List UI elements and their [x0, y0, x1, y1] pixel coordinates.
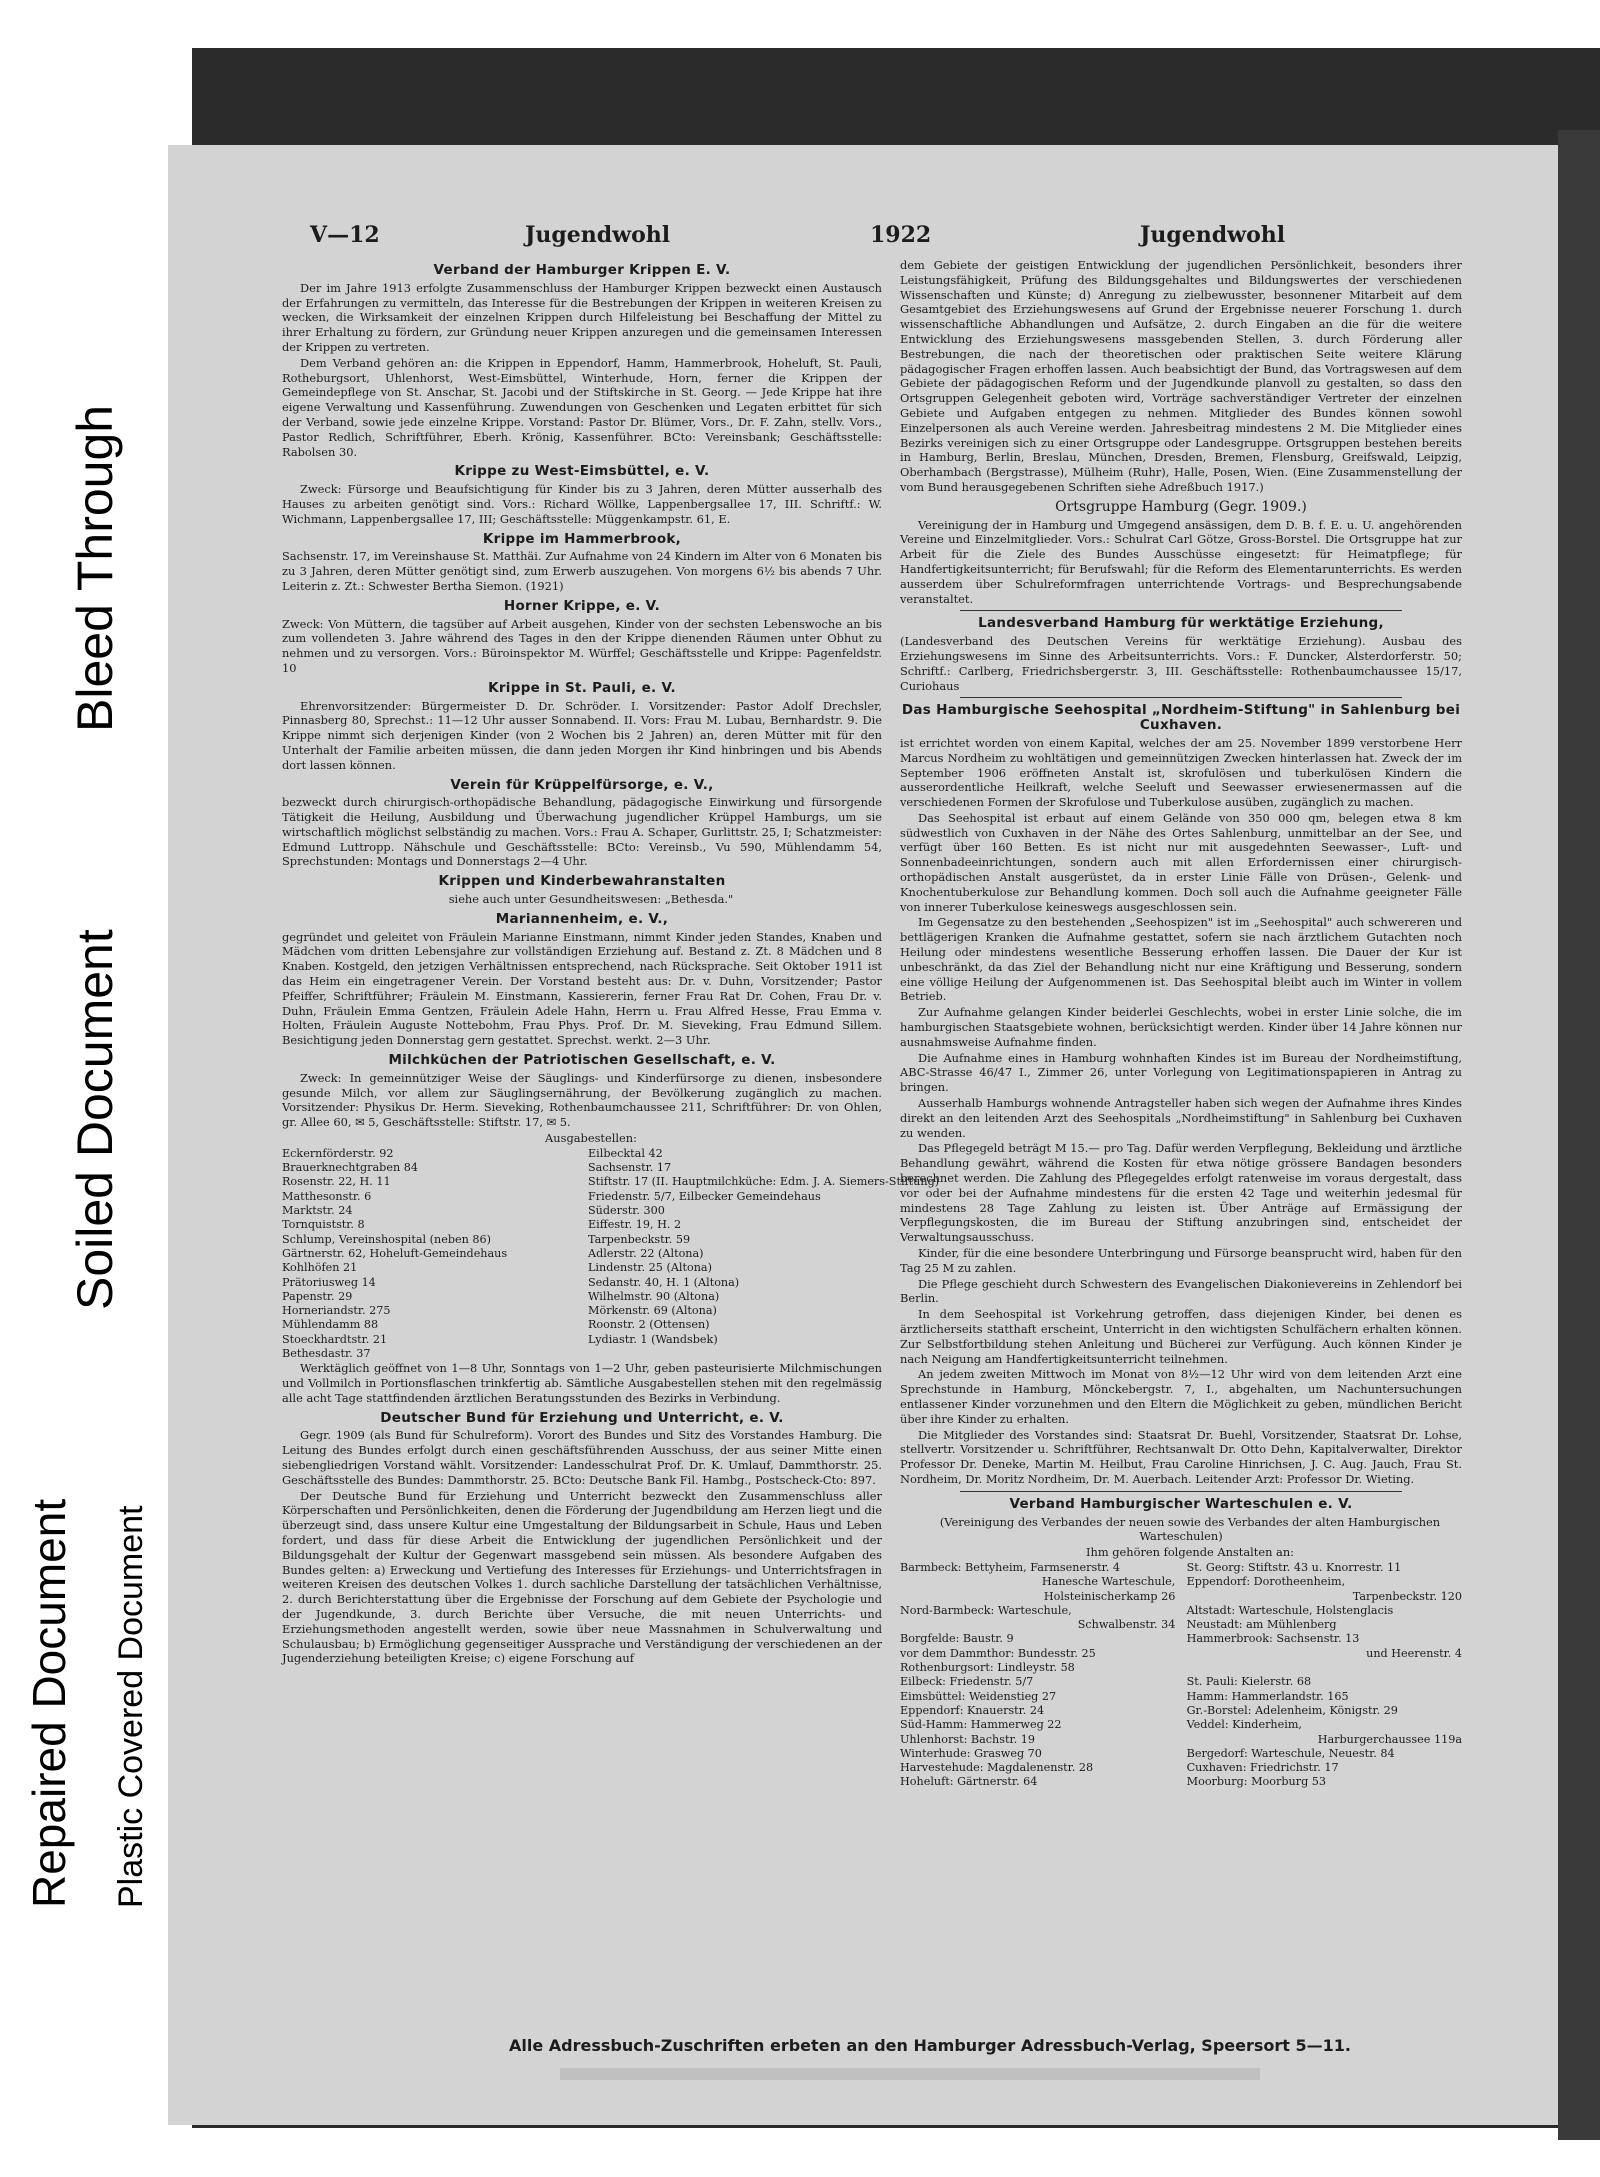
- label-bleed: Bleed Through: [67, 404, 123, 732]
- address-entry: Eckernförderstr. 92: [282, 1146, 394, 1160]
- address-entry: St. Georg: Stiftstr. 43 u. Knorrestr. 11: [1186, 1560, 1402, 1574]
- address-entry: Hanesche Warteschule,: [1041, 1575, 1176, 1589]
- address-entry: Eilbeck: Friedenstr. 5/7: [900, 1675, 1034, 1689]
- address-entry: Uhlenhorst: Bachstr. 19: [900, 1732, 1035, 1746]
- paragraph: Dem Verband gehören an: die Krippen in Eppendorf, Hamm, Hammerbrook, Hoheluft, St. Pauli, Rotheburgsort, Uhlenhorst, West-Eimsbüttel, Winterhude, Horn, ferner die Krippen der Gemeindepflege von St. Anschar, St. Jacobi und der Stiftskirche in St. Georg. — Jede Krippe hat ihre eigene Verwaltung und Kassenführung. Zuwendungen von Geschenken und Legaten erbittet für sich der Verband, sowie jede einzelne Krippe. Vorstand: Pastor Dr. Blümer, Vors., Dr. F. Zahn, stellv. Vors., Pastor Redlich, Schriftführer, Eberh. Krönig, Kassenführer. BCto: Vereinsbank; Geschäftsstelle: Rabolsen 30.: [282, 355, 882, 459]
- paragraph: Zweck: In gemeinnütziger Weise der Säuglings- und Kinderfürsorge zu dienen, insbesondere gesunde Milch, vor allem zur Säuglingsernährung, der Bevölkerung zugänglich zu machen. Vorsitzender: Physikus Dr. Herm. Sieveking, Rothenbaumchaussee 211, Schriftführer: Dr. von Ohlen, gr. Allee 60, ✉ 5, Geschäftsstelle: Stiftstr. 17, ✉ 5.: [282, 1070, 882, 1130]
- address-entry: Gärtnerstr. 62, Hoheluft-Gemeindehaus: [282, 1246, 508, 1260]
- address-entry: Borgfelde: Baustr. 9: [900, 1632, 1014, 1646]
- section-divider: [960, 697, 1402, 698]
- paragraph: Gegr. 1909 (als Bund für Schulreform). Vorort des Bundes und Sitz des Vorstandes Hamburg. Die Leitung des Bundes erfolgt durch einen geschäftsführenden Ausschuss, der aus seiner Mitte einen siebengliedrigen Vorstand wählt. Vorsitzender: Landesschulrat Prof. Dr. K. Umlauf, Dammthorstr. 25. Geschäftsstelle des Bundes: Dammthorstr. 25. BCto: Deutsche Bank Fil. Hambg., Postscheck-Cto: 897.: [282, 1428, 882, 1487]
- label-repaired: Repaired Document: [23, 1498, 75, 1908]
- section-heading: Verband Hamburgischer Warteschulen e. V.: [1009, 1495, 1353, 1512]
- paragraph: Sachsenstr. 17, im Vereinshause St. Matthäi. Zur Aufnahme von 24 Kindern im Alter von 6 Monaten bis zu 3 Jahren, deren Mütter genötigt sind, zum Erwerb auszugehen. Von morgens 6½ bis abends 7 Uhr. Leiterin z. Zt.: Schwester Bertha Siemon. (1921): [282, 549, 882, 593]
- centered-note: siehe auch unter Gesundheitswesen: „Bethesda.": [448, 892, 734, 907]
- paragraph: Vereinigung der in Hamburg und Umgegend ansässigen, dem D. B. f. E. u. U. angehörenden Vereine und Einzelmitglieder. Vors.: Schulrat Carl Götze, Gross-Borstel. Die Ortsgruppe hat zur Arbeit für die Ziele des Bundes Ausschüsse eingesetzt: für Heimatpflege; für Handfertigkeitsunterricht; für Berufswahl; für die Reform des Elementarunterrichts. Es werden ausserdem über Schulreformfragen unterrichtende Vortrags- und Besprechungsabende veranstaltet.: [900, 517, 1462, 606]
- paragraph: dem Gebiete der geistigen Entwicklung der jugendlichen Persönlichkeit, besonders ihrer Leistungsfähigkeit, Prüfung des Bildungsgehaltes und Bildungswertes der verschiedenen Wissenschaften und Künste; d) Anregung zu zielbewusster, besonnener Mitarbeit auf dem Gesamtgebiet des Erziehungswesens auf Grund der Ergebnisse neuerer Forschung 1. durch wissenschaftliche Abhandlungen und Aufsätze, 2. durch Eingaben an die für die weitere Entwicklung des Erziehungswesens massgebenden Stellen, 3. durch Förderung aller Bestrebungen, die nach der theoretischen oder praktischen Seite weitere Klärung pädagogischer Fragen erhoffen lassen. Auch beabsichtigt der Bund, das Vortragswesen auf dem Gebiete der pädagogischen Reform und der Jugendkunde planvoll zu gestalten, so dass den Ortsgruppen Gelegenheit geboten wird, Vorträge sachverständiger Vertreter der einzelnen Gebiete und Aufgaben entgegen zu nehmen. Mitglieder des Bundes können sowohl Einzelpersonen als auch Vereine werden. Jahresbeitrag mindestens 2 M. Die Mitglieder eines Bezirks vereinigen sich zu einer Ortsgruppe oder Landesgruppe. Ortsgruppen bestehen bereits in Hamburg, Berlin, Breslau, München, Dresden, Bremen, Flensburg, Greifswald, Leipzig, Oberhambach (Bergstrasse), Mülheim (Ruhr), Halle, Posen, Wien. (Eine Zusammenstellung der vom Bund herausgegebenen Schriften siehe Adreßbuch 1917.): [900, 258, 1462, 494]
- header-title-left: Jugendwohl: [525, 222, 671, 248]
- page-number: V—12: [310, 222, 380, 248]
- address-entry: Mühlendamm 88: [282, 1318, 379, 1332]
- section-heading: Deutscher Bund für Erziehung und Unterricht, e. V.: [380, 1409, 784, 1426]
- address-entry: Hoheluft: Gärtnerstr. 64: [900, 1775, 1038, 1789]
- paragraph: Zur Aufnahme gelangen Kinder beiderlei Geschlechts, wobei in erster Linie solche, die im hamburgischen Staatsgebiete wohnen, berücksichtigt werden. Kinder über 14 Jahre können nur ausnahmsweise Aufnahme finden.: [900, 1005, 1462, 1049]
- address-entry: vor dem Dammthor: Bundesstr. 25: [900, 1646, 1096, 1660]
- paragraph: Zweck: Fürsorge und Beaufsichtigung für Kinder bis zu 3 Jahren, deren Mütter ausserhalb des Hauses zu arbeiten genötigt sind. Vors.: Richard Wöllke, Lappenbergsallee 17, III. Schriftf.: W. Wichmann, Lappenbergsallee 17, III; Geschäftsstelle: Müggenkampstr. 61, E.: [282, 482, 882, 526]
- address-entry: Friedenstr. 5/7, Eilbecker Gemeindehaus: [588, 1189, 821, 1203]
- address-entry: Veddel: Kinderheim,: [1186, 1718, 1302, 1732]
- label-soiled: Soiled Document: [67, 929, 123, 1310]
- paragraph: Die Pflege geschieht durch Schwestern des Evangelischen Diakonievereins in Zehlendorf bei Berlin.: [900, 1276, 1462, 1306]
- address-entry: Eiffestr. 19, H. 2: [588, 1218, 682, 1232]
- address-entry: Bethesdastr. 37: [282, 1346, 371, 1360]
- address-entry: Tarpenbeckstr. 120: [1352, 1589, 1462, 1603]
- centered-note: (Vereinigung des Verbandes der neuen sowie des Verbandes der alten Hamburgischen Warteschulen): [939, 1514, 1441, 1544]
- bleed-through-strip: [560, 2068, 1260, 2080]
- address-list: [282, 1146, 940, 1361]
- section-heading: Mariannenheim, e. V.,: [495, 910, 669, 927]
- address-column: [588, 1146, 940, 1361]
- paragraph: ist errichtet worden von einem Kapital, welches der am 25. November 1899 verstorbene Herr Marcus Nordheim zu wohltätigen und gemeinnützigen Zwecken hinterlassen hat. Zweck der im September 1906 eröffneten Anstalt ist, skrofulösen und tuberkulösen Kindern die ausserordentliche Heilkraft, welche Seeluft und Seewasser erwiesenermassen auf die verschiedenen Formen der Skrofulose und Tuberkulose ausüben, zugänglich zu machen.: [900, 735, 1462, 810]
- address-column: [900, 1561, 1175, 1790]
- address-entry: Papenstr. 29: [282, 1289, 353, 1303]
- paragraph: gegründet und geleitet von Fräulein Marianne Einstmann, nimmt Kinder jeden Standes, Knaben und Mädchen vom dritten Lebensjahre zur vollständigen Erziehung auf. Bestand z. Zt. 8 Mädchen und 8 Knaben. Kostgeld, den jetzigen Verhältnissen entsprechend, nach Rücksprache. Seit Oktober 1911 ist das Heim ein eingetragener Verein. Der Vorstand besteht aus: Dr. v. Duhn, Vorsitzender; Pastor Pfeiffer, Schriftführer; Fräulein M. Einstmann, Kassiererin, ferner Frau Rat Dr. Cohen, Frau Dr. v. Duhn, Fräulein Emma Gentzen, Fräulein Adele Hahn, Herrn u. Frau Alfred Hesse, Frau Emma v. Holten, Fräulein Auguste Nottebohm, Frau Phys. Prof. Dr. M. Sieveking, Frau Edmund Sillem. Besichtigung jeden Donnerstag gern gestattet. Sprechst. werkt. 2—3 Uhr.: [282, 929, 882, 1048]
- address-entry: Roonstr. 2 (Ottensen): [588, 1318, 710, 1332]
- section-divider: [960, 610, 1402, 611]
- section-divider: [960, 1491, 1402, 1492]
- address-entry: Schlump, Vereinshospital (neben 86): [282, 1232, 492, 1246]
- footer-note: Alle Adressbuch-Zuschriften erbeten an den Hamburger Adressbuch-Verlag, Speersort 5—11.: [509, 2036, 1351, 2055]
- section-heading: Verein für Krüppelfürsorge, e. V.,: [450, 776, 714, 793]
- paragraph: Der Deutsche Bund für Erziehung und Unterricht bezweckt den Zusammenschluss aller Körperschaften und Persönlichkeiten, denen die Förderung der Jugendbildung am Herzen liegt und die überzeugt sind, dass unsere Kultur eine Umgestaltung der Bildungsarbeit in Schule, Haus und Leben fordert, und dass für diese Arbeit die Entwicklung der jugendlichen Persönlichkeit und der Bildungsgehalt der Kultur der Gegenwart massgebend sein müssen. Als besondere Aufgaben des Bundes gelten: a) Erweckung und Vertiefung des Interesses für Erziehungs- und Unterrichtsfragen in weiteren Kreisen des deutschen Volkes 1. durch sachliche Darstellung der tatsächlichen Verhältnisse, 2. durch Berichterstattung über die Ergebnisse der Forschung auf dem Gebiete der Psychologie und der Jugendkunde, 3. durch Berichte über Versuche, die mit neuen Unterrichts- und Erziehungsmethoden angestellt werden, sowie über neue Massnahmen in Schulverwaltung und Schulausbau; b) Ermöglichung gegenseitiger Aussprache und Verständigung der verschiedenen an der Jugenderziehung beteiligten Kreise; c) eigene Forschung auf: [282, 1488, 882, 1666]
- address-entry: Eppendorf: Knauerstr. 24: [900, 1703, 1045, 1717]
- address-entry: Gr.-Borstel: Adelenheim, Königstr. 29: [1186, 1703, 1398, 1717]
- address-entry: Brauerknechtgraben 84: [282, 1161, 418, 1175]
- paragraph: Ausserhalb Hamburgs wohnende Antragsteller haben sich wegen der Aufnahme ihres Kindes direkt an den leitenden Arzt des Seehospitals „Nordheimstiftung" in Sahlenburg bei Cuxhaven zu wenden.: [900, 1096, 1462, 1140]
- section-heading: Verband der Hamburger Krippen E. V.: [433, 262, 731, 278]
- address-column: [282, 1147, 576, 1361]
- address-entry: Matthesonstr. 6: [282, 1189, 372, 1203]
- page-header: [310, 222, 1440, 258]
- paragraph: Zweck: Von Müttern, die tagsüber auf Arbeit ausgehen, Kinder von der sechsten Lebenswoche an bis zum vollendeten 3. Jahre während des Tages in den der Krippe dienenden Räumen unter Obhut zu nehmen und zu versorgen. Vors.: Büroinspektor M. Würffel; Geschäftsstelle und Krippe: Pagenfeldstr. 10: [282, 616, 882, 675]
- paragraph: An jedem zweiten Mittwoch im Monat von 8½—12 Uhr wird von dem leitenden Arzt eine Sprechstunde in Hamburg, Mönckebergstr. 7, I., abgehalten, um Nachuntersuchungen entlassener Kinder vorzunehmen und den Eltern die Möglichkeit zu geben, mündlichen Bericht über ihre Kinder zu erhalten.: [900, 1367, 1462, 1426]
- address-entry: Cuxhaven: Friedrichstr. 17: [1186, 1761, 1339, 1775]
- address-entry: Bergedorf: Warteschule, Neuestr. 84: [1186, 1746, 1395, 1760]
- address-entry: Nord-Barmbeck: Warteschule,: [900, 1603, 1072, 1617]
- address-entry: und Heerenstr. 4: [1366, 1646, 1462, 1660]
- address-entry: Harvestehude: Magdalenenstr. 28: [900, 1761, 1094, 1775]
- address-entry: Prätoriusweg 14: [282, 1275, 376, 1289]
- address-entry: Barmbeck: Bettyheim, Farmsenerstr. 4: [900, 1560, 1121, 1574]
- address-entry: Stiftstr. 17 (II. Hauptmilchküche: Edm. J. A. Siemers-Stiftung): [588, 1175, 940, 1189]
- column-left: [282, 258, 940, 1667]
- address-list: [900, 1561, 1462, 1790]
- paragraph: Kinder, für die eine besondere Unterbringung und Fürsorge beansprucht wird, haben für den Tag 25 M zu zahlen.: [900, 1246, 1462, 1275]
- section-heading: Landesverband Hamburg für werktätige Erziehung,: [978, 615, 1384, 632]
- address-entry: Lydiastr. 1 (Wandsbek): [588, 1332, 718, 1346]
- address-entry: Rosenstr. 22, H. 11: [282, 1175, 391, 1189]
- address-entry: Lindenstr. 25 (Altona): [588, 1261, 712, 1275]
- paragraph: bezweckt durch chirurgisch-orthopädische Behandlung, pädagogische Einwirkung und fürsorgende Tätigkeit die Heilung, Ausbildung und Überwachung jugendlicher Krüppel Hamburgs, um sie wirtschaftlich möglichst selbständig zu machen. Vors.: Frau A. Schaper, Gurlittstr. 25, I; Schatzmeister: Edmund Luttropp. Nähschule und Geschäftsstelle: BCto: Vereinsb., Vu 590, Mühlendamm 54, Sprechstunden: Montags und Donnerstags 2—4 Uhr.: [282, 795, 882, 869]
- address-entry: Winterhude: Grasweg 70: [900, 1746, 1042, 1760]
- address-entry: Mörkenstr. 69 (Altona): [588, 1304, 717, 1318]
- address-entry: Marktstr. 24: [282, 1204, 353, 1218]
- paragraph: Das Pflegegeld beträgt M 15.— pro Tag. Dafür werden Verpflegung, Bekleidung und ärztliche Behandlung gewährt, während die Kosten für etwa nötige grössere Bandagen besonders berechnet werden. Die Zahlung des Pflegegeldes erfolgt ratenweise im voraus dergestalt, dass vor oder bei der Aufnahme mindestens für die ersten 42 Tage und weiterhin jedesmal für mindestens 28 Tage Zahlung zu leisten ist. Über Anträge auf Ermässigung der Verpflegungskosten, die im Bureau der Stiftung anzubringen sind, entscheidet der Verwaltungsausschuss.: [900, 1141, 1462, 1245]
- address-entry: Adlerstr. 22 (Altona): [588, 1246, 704, 1260]
- address-entry: Eimsbüttel: Weidenstieg 27: [900, 1689, 1057, 1703]
- sidebar: [0, 0, 192, 2177]
- paragraph: Das Seehospital ist erbaut auf einem Gelände von 350 000 qm, belegen etwa 8 km südwestlich von Cuxhaven in der Nähe des Ortes Sahlenburg, unmittelbar an der See, und verfügt über 160 Betten. Es ist nicht nur mit ausgedehnten Seewasser-, Luft- und Sonnenbadeeinrichtungen, sondern auch mit allen Erfordernissen einer chirurgisch-orthopädischen Anstalt ausgerüstet, da in erster Linie Fälle von Drüsen-, Gelenk- und Knochentuberkulose zur Behandlung kommen. Doch soll auch die Aufnahme geeigneter Fälle von innerer Tuberkulose keineswegs ausgeschlossen sein.: [900, 810, 1462, 914]
- address-entry: Altstadt: Warteschule, Holstenglacis: [1186, 1603, 1394, 1617]
- address-entry: Schwalbenstr. 34: [1077, 1618, 1176, 1632]
- centered-note: Ausgabestellen:: [545, 1131, 637, 1146]
- address-entry: Eilbecktal 42: [588, 1146, 663, 1160]
- paragraph: Die Aufnahme eines in Hamburg wohnhaften Kindes ist im Bureau der Nordheimstiftung, ABC-Strasse 46/47 I., Zimmer 26, unter Vorlegung von Legitimationspapieren in Antrag zu bringen.: [900, 1050, 1462, 1095]
- paragraph: Die Mitglieder des Vorstandes sind: Staatsrat Dr. Buehl, Vorsitzender, Staatsrat Dr. Lohse, stellvertr. Vorsitzender u. Schriftführer, Rechtsanwalt Dr. Otto Dehn, Kapitalverwalter, Direktor Professor Dr. Deneke, Martin M. Heilbut, Frau Caroline Hinrichsen, J. C. Aug. Jauch, Frau St. Nordheim, Dr. Moritz Nordheim, Dr. M. Auerbach. Leitender Arzt: Professor Dr. Wieting.: [900, 1427, 1462, 1486]
- paragraph: Werktäglich geöffnet von 1—8 Uhr, Sonntags von 1—2 Uhr, geben pasteurisierte Milchmischungen und Vollmilch in Portionsflaschen trinkfertig ab. Sämtliche Ausgabestellen stehen mit den regelmässig alle acht Tage stattfindenden ärztlichen Beratungsstunden des Bezirks in Verbindung.: [282, 1361, 882, 1405]
- address-column: [1187, 1561, 1462, 1790]
- address-entry: Süd-Hamm: Hammerweg 22: [900, 1718, 1062, 1732]
- address-entry: Tarpenbeckstr. 59: [588, 1232, 691, 1246]
- address-entry: Moorburg: Moorburg 53: [1186, 1775, 1327, 1789]
- address-entry: Kohlhöfen 21: [282, 1261, 358, 1275]
- header-title-right: Jugendwohl: [1140, 222, 1286, 248]
- address-entry: Sachsenstr. 17: [588, 1161, 672, 1175]
- address-entry: Tornquiststr. 8: [282, 1218, 365, 1232]
- address-entry: Harburgerchaussee 119a: [1317, 1732, 1462, 1746]
- paragraph: Der im Jahre 1913 erfolgte Zusammenschluss der Hamburger Krippen bezweckt einen Austausch der Erfahrungen zu vermitteln, das Interesse für die Bestrebungen der Krippen in weiteren Kreisen zu wecken, die Wirksamkeit der einzelnen Krippen durch Hilfeleistung bei Beschaffung der Mittel zu ihrer Erhaltung zu fördern, zur Gründung neuer Krippen anzuregen und die gemeinsamen Interessen der Krippen zu vertreten.: [282, 280, 882, 354]
- section-heading: Krippe zu West-Eimsbüttel, e. V.: [454, 463, 710, 480]
- address-entry: Rothenburgsort: Lindleystr. 58: [900, 1661, 1075, 1675]
- section-heading: Krippe im Hammerbrook,: [482, 530, 682, 547]
- address-entry: St. Pauli: Kielerstr. 68: [1186, 1675, 1312, 1689]
- address-entry: Süderstr. 300: [588, 1204, 665, 1218]
- paragraph: In dem Seehospital ist Vorkehrung getroffen, dass diejenigen Kinder, bei denen es ärztlicherseits statthaft erscheint, Unterricht in den wichtigsten Schulfächern erhalten können. Zur Selbstfortbildung stehen Anleitung und Bücherei zur Verfügung. Auch können Kinder je nach Neigung am Handfertigkeitsunterricht teilnehmen.: [900, 1307, 1462, 1366]
- address-entry: [1187, 1661, 1462, 1675]
- paragraph: Im Gegensatze zu den bestehenden „Seehospizen" ist im „Seehospital" auch schwereren und bettlägerigen Kranken die Aufnahme gestattet, sofern sie nach ärztlichem Gutachten noch Heilung oder mindestens wesentliche Besserung erhoffen lassen. Die Dauer der Kur ist unbeschränkt, da das Ziel der Behandlung nicht nur eine Kräftigung und Besserung, sondern eine völlige Heilung der Aufgenommenen ist. Das Seehospital bleibt auch im Winter in vollem Betrieb.: [900, 915, 1462, 1004]
- section-heading: Krippe in St. Pauli, e. V.: [488, 679, 676, 696]
- centered-note: Ihm gehören folgende Anstalten an:: [1085, 1545, 1295, 1560]
- address-entry: Sedanstr. 40, H. 1 (Altona): [588, 1275, 740, 1289]
- section-heading: Horner Krippe, e. V.: [503, 597, 661, 614]
- paragraph: (Landesverband des Deutschen Vereins für werktätige Erziehung). Ausbau des Erziehungswesens im Sinne des Arbeitsunterrichts. Vors.: F. Duncker, Alsterdorferstr. 50; Schriftf.: Carlberg, Friedrichsbergerstr. 3, III. Geschäftsstelle: Rothenbaumchaussee 15/17, Curiohaus: [900, 634, 1462, 693]
- paragraph: Ehrenvorsitzender: Bürgermeister D. Dr. Schröder. I. Vorsitzender: Pastor Adolf Drechsler, Pinnasberg 80, Sprechst.: 11—12 Uhr ausser Sonnabend. II. Vors: Frau M. Lubau, Bernhardstr. 9. Die Krippe nimmt sich derjenigen Kinder (von 2 Wochen bis 2 Jahren) an, deren Mütter mit für den Unterhalt der Familie arbeiten müssen, die dann jeden Morgen ihr Kind hinbringen und bis Abends dort lassen können.: [282, 698, 882, 772]
- address-entry: Wilhelmstr. 90 (Altona): [588, 1289, 720, 1303]
- address-entry: Hamm: Hammerlandstr. 165: [1186, 1689, 1349, 1703]
- address-entry: Hammerbrook: Sachsenstr. 13: [1186, 1632, 1360, 1646]
- header-year: 1922: [870, 222, 932, 248]
- section-heading: Milchküchen der Patriotischen Gesellschaft, e. V.: [388, 1052, 776, 1069]
- section-subheading: Ortsgruppe Hamburg (Gegr. 1909.): [1055, 498, 1307, 515]
- address-entry: Eppendorf: Dorotheenheim,: [1186, 1575, 1346, 1589]
- address-entry: Neustadt: am Mühlenberg: [1186, 1618, 1337, 1632]
- address-entry: Horneriandstr. 275: [282, 1304, 391, 1318]
- column-right: [900, 258, 1462, 1790]
- label-plastic: Plastic Covered Document: [112, 1505, 150, 1908]
- section-heading: Krippen und Kinderbewahranstalten: [438, 873, 726, 890]
- address-entry: Holsteinischerkamp 26: [1043, 1589, 1176, 1603]
- section-heading: Das Hamburgische Seehospital „Nordheim-Stiftung" in Sahlenburg bei Cuxhaven.: [901, 702, 1461, 734]
- address-entry: Stoeckhardtstr. 21: [282, 1332, 388, 1346]
- scan-edge: [1558, 130, 1600, 2140]
